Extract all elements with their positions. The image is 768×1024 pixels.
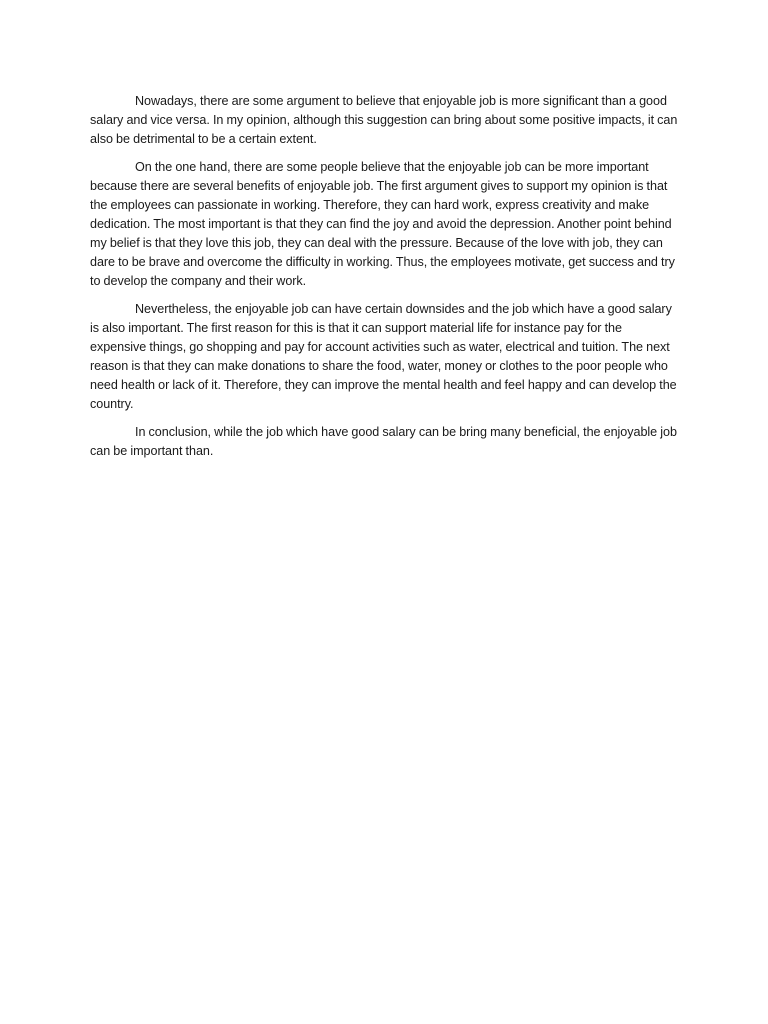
document-body [90,92,680,471]
paragraph-conclusion: In conclusion, while the job which have good salary can be bring many beneficial, the enjoyable job can be important than. [90,425,677,459]
paragraph-body-one: On the one hand, there are some people believe that the enjoyable job can be more important because there are several benefits of enjoyable job. The first argument gives to support my opinion is that the employees can passionate in working. Therefore, they can hard work, express creativity and make dedication. The most important is that they can find the joy and avoid the depression. Another point behind my belief is that they love this job, they can deal with the pressure. Because of the love with job, they can dare to be brave and overcome the difficulty in working. Thus, the employees motivate, get success and try to develop the company and their work. [90,160,675,288]
paragraph-body-two: Nevertheless, the enjoyable job can have certain downsides and the job which have a good salary is also important. The first reason for this is that it can support material life for instance pay for the expensive things, go shopping and pay for account activities such as water, electrical and tuition. The next reason is that they can make donations to share the food, water, money or clothes to the poor people who need health or lack of it. Therefore, they can improve the mental health and feel happy and can develop the country. [90,302,677,411]
paragraph-introduction: Nowadays, there are some argument to believe that enjoyable job is more significant than a good salary and vice versa. In my opinion, although this suggestion can bring about some positive impacts, it can also be detrimental to be a certain extent. [90,94,678,146]
